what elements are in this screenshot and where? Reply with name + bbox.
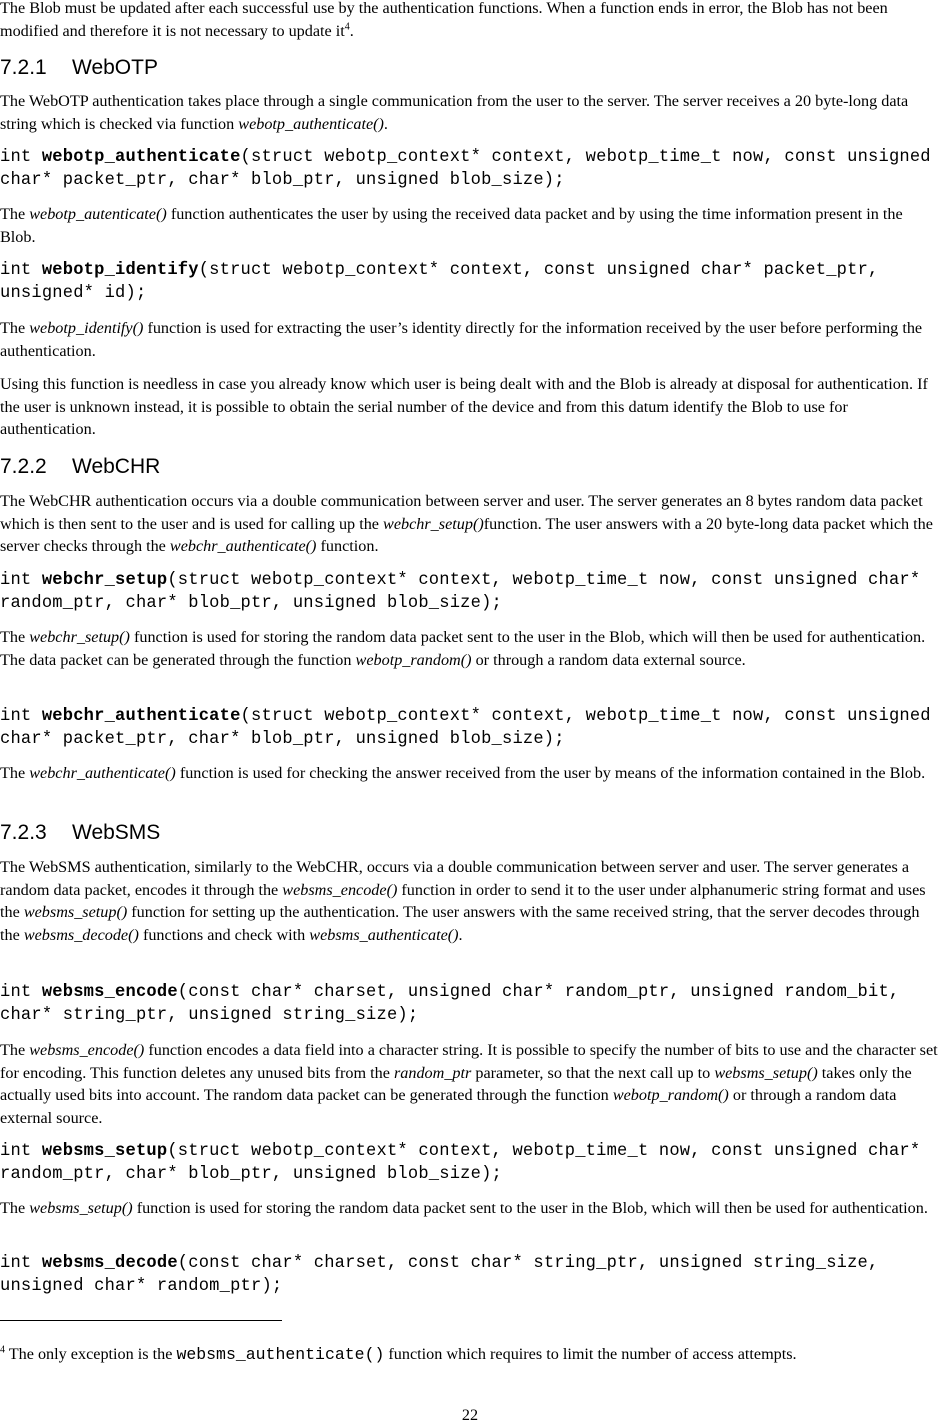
footnote: $^4$ The only exception is the websms_authenticate() function which requires to limit the number of access attempts. bbox=[0, 1344, 797, 1364]
section-heading-webchr: 7.2.2 WebCHR bbox=[0, 455, 161, 478]
websms-paragraph-1: The WebSMS authentication, similarly to the WebCHR, occurs via a double communication between server and user. The server generates a random data packet, encodes it through the websms_encode() function in order to send it to the user under alphanumeric string format and uses the websms_setup() function for setting up the authentication. The user answers with the same received string, that the server decodes through the websms_decode() functions and check with websms_authenticate(). bbox=[0, 858, 926, 944]
intro-paragraph: The Blob must be updated after each successful use by the authentication functions. When a function ends in error, the Blob has not been modified and therefore it is not necessary to update $it^4$. bbox=[0, 0, 888, 40]
page-number: 22 bbox=[461, 1406, 479, 1424]
webchr-paragraph-2: The webchr_setup() function is used for storing the random data packet sent to the user in the Blob, which will then be used for authentication. The data packet can be generated through the function webotp_random() or through a random data external source. bbox=[0, 628, 926, 669]
code-websms-setup: int websms_setup(struct webotp_context* context, webotp_time_t now, const unsigned char* random_ptr, char* blob_ptr, unsigned blob_size); bbox=[0, 1142, 921, 1184]
webchr-paragraph-1: The WebCHR authentication occurs via a double communication between server and user. The server generates an 8 bytes random data packet which is then sent to the user and is used for calling up the webchr_setup()function. The user answers with a 20 byte-long data packet which the server checks through the webchr_authenticate() function. bbox=[0, 492, 933, 556]
websms-paragraph-2: The websms_encode() function encodes a data field into a character string. It is possible to specify the number of bits to use and the character set for encoding. This function deletes any unused bits from the random_ptr parameter, so that the next call up to websms_setup() takes only the actually used bits into account. The random data packet can be generated through the function webotp_random() or through a random data external source. bbox=[0, 1041, 938, 1127]
webotp-paragraph-4: Using this function is needless in case you already know which user is being dealt with and the Blob is already at disposal for authentication. If the user is unknown instead, it is possible to obtain the serial number of the device and from this datum identify the Blob to use for authentication. bbox=[0, 375, 928, 439]
webotp-paragraph-2: The webotp_autenticate() function authenticates the user by using the received data packet and by using the time information present in the Blob. bbox=[0, 205, 903, 246]
footnote-separator bbox=[0, 1320, 282, 1321]
code-webotp-identify: int webotp_identify(struct webotp_context* context, const unsigned char* packet_ptr, unsigned* id); bbox=[0, 261, 879, 303]
code-webchr-authenticate: int webchr_authenticate(struct webotp_context* context, webotp_time_t now, const unsigned char* packet_ptr, char* blob_ptr, unsigned blob_size); bbox=[0, 707, 931, 749]
webotp-paragraph-1: The WebOTP authentication takes place through a single communication from the user to the server. The server receives a 20 byte-long data string which is checked via function webotp_authenticate(). bbox=[0, 92, 909, 133]
websms-paragraph-3: The websms_setup() function is used for storing the random data packet sent to the user in the Blob, which will then be used for authentication. bbox=[0, 1199, 928, 1217]
code-websms-encode: int websms_encode(const char* charset, unsigned char* random_ptr, unsigned random_bit, char* string_ptr, unsigned string_size); bbox=[0, 983, 900, 1025]
code-websms-decode: int websms_decode(const char* charset, const char* string_ptr, unsigned string_size, unsigned char* random_ptr); bbox=[0, 1254, 879, 1296]
footnote-number: 4 bbox=[0, 1344, 5, 1356]
section-heading-webotp: 7.2.1 WebOTP bbox=[0, 56, 158, 79]
webchr-paragraph-3: The webchr_authenticate() function is used for checking the answer received from the user by means of the information contained in the Blob. bbox=[0, 764, 926, 782]
section-heading-websms: 7.2.3 WebSMS bbox=[0, 821, 161, 844]
footnote-ref[interactable]: 4 bbox=[344, 21, 350, 33]
webotp-paragraph-3: The webotp_identify() function is used for extracting the user’s identity directly for the information received by the user before performing the authentication. bbox=[0, 319, 923, 360]
code-webotp-authenticate: int webotp_authenticate(struct webotp_context* context, webotp_time_t now, const unsigned char* packet_ptr, char* blob_ptr, unsigned blob_size); bbox=[0, 148, 931, 190]
code-webchr-setup: int webchr_setup(struct webotp_context* context, webotp_time_t now, const unsigned char* random_ptr, char* blob_ptr, unsigned blob_size); bbox=[0, 571, 921, 613]
